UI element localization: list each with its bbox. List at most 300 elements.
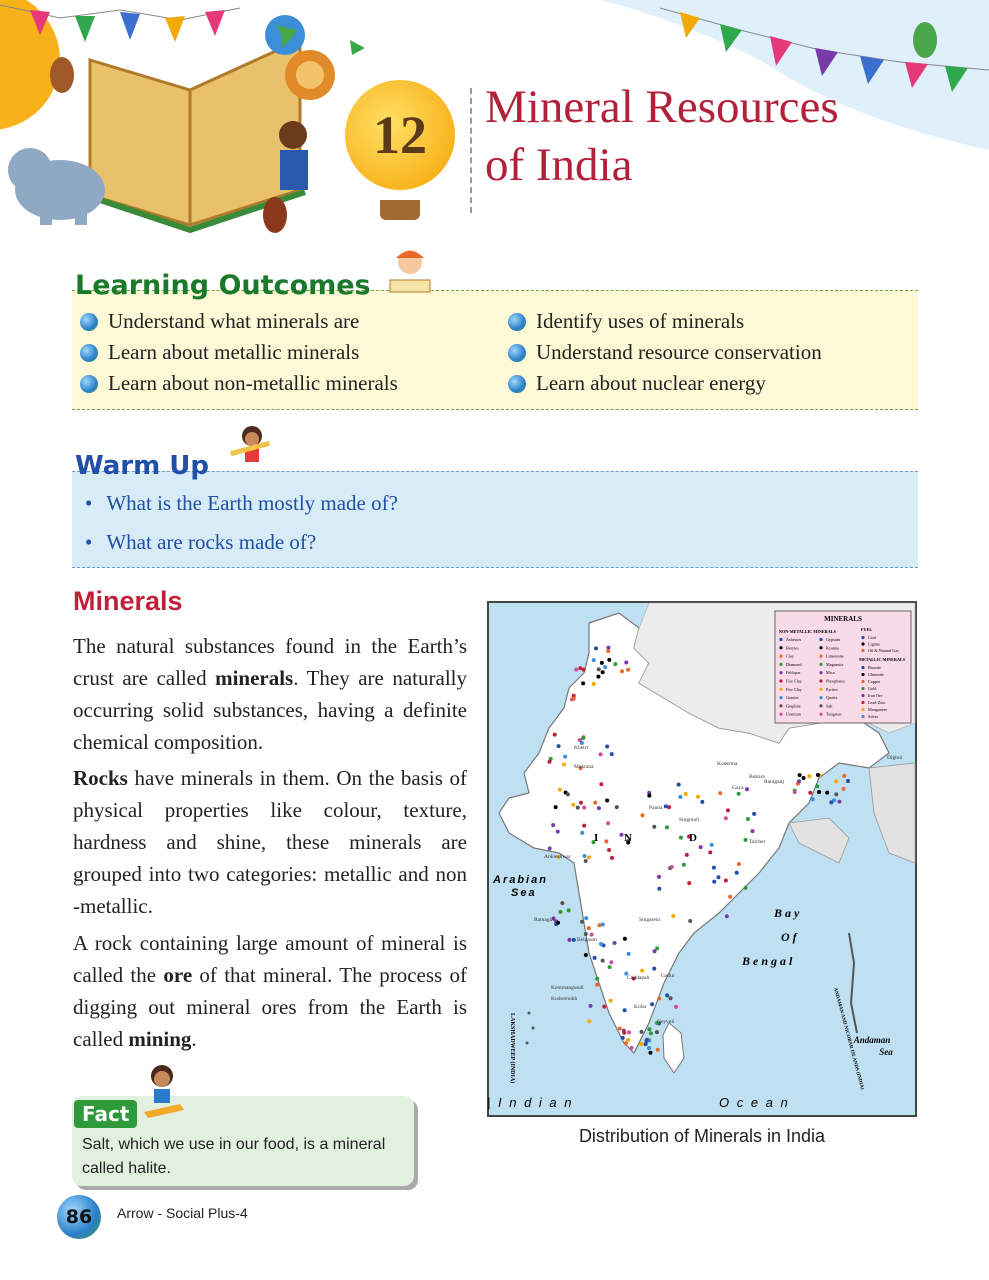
mineral-dot: [798, 773, 802, 777]
chapter-title-line2: of India: [485, 139, 633, 191]
chapter-title: [485, 78, 965, 194]
mineral-dot: [648, 1051, 652, 1055]
mineral-dot: [745, 787, 749, 791]
minerals-paragraph-1: The natural substances found in the Earth’s crust are called minerals. They are naturally occurring solid substances, having a definite chemical composition.: [73, 634, 468, 754]
place-label: Digboi: [887, 755, 903, 761]
mineral-dot: [615, 805, 619, 809]
legend-marker: [861, 673, 864, 676]
legend-marker: [779, 696, 782, 699]
outcome-item: Learn about nuclear energy: [508, 368, 822, 399]
mineral-dot: [560, 901, 564, 905]
globe-bullet-icon: [508, 344, 526, 362]
globe-bullet-icon: [80, 375, 98, 393]
legend-item: Salt: [826, 703, 833, 709]
mineral-dot: [582, 824, 586, 828]
mineral-dot: [609, 960, 613, 964]
legend-item: Gold: [868, 686, 877, 691]
mineral-dot: [593, 801, 597, 805]
mineral-dot: [846, 779, 850, 783]
mineral-dot: [735, 871, 739, 875]
lakshadweep-label: LAKSHADWEEP (INDIA): [509, 1013, 515, 1084]
boy-pencil-icon: [228, 424, 272, 474]
mineral-dot: [664, 804, 668, 808]
mineral-dot: [610, 856, 614, 860]
mineral-dot: [650, 1002, 654, 1006]
mineral-dot: [599, 752, 603, 756]
mineral-dot: [696, 795, 700, 799]
arabian-sea-label-1: Arabian: [493, 874, 548, 886]
mineral-dot: [622, 1031, 626, 1035]
mineral-dot: [574, 668, 578, 672]
mineral-dot: [710, 843, 714, 847]
legend-marker: [819, 671, 822, 674]
map-caption: Distribution of Minerals in India: [578, 1126, 826, 1146]
mineral-dot: [551, 823, 555, 827]
legend-marker: [819, 655, 822, 658]
legend-marker: [861, 701, 864, 704]
outcome-item: Identify uses of minerals: [508, 306, 822, 337]
legend-item: Oil & Natural Gas: [868, 648, 899, 653]
mineral-dot: [644, 1039, 648, 1043]
mineral-dot: [594, 646, 598, 650]
fact-tag: Fact: [74, 1100, 137, 1128]
legend-item: Lead-Zinc: [868, 700, 886, 705]
legend-marker: [779, 663, 782, 666]
legend-item: Uranium: [786, 711, 801, 717]
place-label: Singrauli: [679, 817, 700, 823]
mineral-dot: [597, 806, 601, 810]
mineral-dot: [655, 946, 659, 950]
legend-marker: [779, 646, 782, 649]
mineral-dot: [563, 755, 567, 759]
mineral-dot: [737, 792, 741, 796]
mineral-dot: [670, 865, 674, 869]
mineral-dot: [557, 744, 561, 748]
mineral-dot: [592, 682, 596, 686]
mineral-dot: [640, 813, 644, 817]
legend-item: Pyrites: [826, 686, 838, 692]
mineral-dot: [656, 1048, 660, 1052]
india-letter-n: N: [624, 832, 632, 844]
mineral-dot: [619, 833, 623, 837]
mineral-dot: [627, 1030, 631, 1034]
legend-marker: [861, 694, 864, 697]
legend-item: Copper: [868, 679, 881, 684]
legend-nonmetal-head: NON-METALLIC MINERALS: [779, 629, 836, 634]
legend-marker: [861, 715, 864, 718]
mineral-dot: [601, 670, 605, 674]
legend-item: Coal: [868, 635, 876, 640]
mineral-dot: [667, 805, 671, 809]
place-label: Kolar: [634, 1004, 647, 1010]
footer-book-title: Arrow - Social Plus-4: [117, 1205, 248, 1221]
legend-marker: [819, 663, 822, 666]
mineral-dot: [752, 812, 756, 816]
mineral-dot: [607, 658, 611, 662]
mineral-dot: [576, 806, 580, 810]
mineral-dot: [571, 803, 575, 807]
mineral-dot: [580, 831, 584, 835]
mineral-dot: [724, 816, 728, 820]
legend-metal-head: METALLIC MINERALS: [859, 657, 906, 662]
mineral-dot: [602, 1005, 606, 1009]
mineral-dot: [842, 787, 846, 791]
legend-marker: [779, 688, 782, 691]
legend-marker: [819, 688, 822, 691]
mineral-dot: [649, 1031, 653, 1035]
mineral-dot: [548, 846, 552, 850]
mineral-dot: [842, 774, 846, 778]
mineral-dot: [581, 736, 585, 740]
mineral-dot: [605, 744, 609, 748]
legend-marker: [779, 679, 782, 682]
ocean-label: O c e a n: [719, 1095, 790, 1110]
legend-marker: [779, 655, 782, 658]
legend-marker: [779, 704, 782, 707]
legend-marker: [861, 680, 864, 683]
mineral-dot: [751, 829, 755, 833]
bay-label-3: B e n g a l: [742, 954, 793, 968]
mineral-dot: [834, 779, 838, 783]
mineral-dot: [647, 794, 651, 798]
mineral-dot: [578, 666, 582, 670]
mineral-dot: [584, 859, 588, 863]
place-label: Talcher: [749, 839, 766, 845]
mineral-dot: [567, 938, 571, 942]
indian-label: | I n d i a n: [487, 1095, 574, 1110]
mineral-dot: [743, 838, 747, 842]
mineral-dot: [718, 791, 722, 795]
mineral-dot: [566, 792, 570, 796]
mineral-dot: [582, 806, 586, 810]
legend-item: Limestone: [826, 653, 844, 659]
mineral-dot: [559, 910, 563, 914]
mineral-dot: [724, 878, 728, 882]
legend-item: Fire Clay: [786, 678, 802, 684]
mineral-dot: [725, 914, 729, 918]
mineral-dot: [808, 791, 812, 795]
mineral-dot: [640, 1042, 644, 1046]
legend-marker: [819, 638, 822, 641]
legend-title: MINERALS: [824, 615, 862, 623]
legend-item: Chromite: [868, 672, 884, 677]
india-letter-d: D: [689, 832, 697, 844]
boy-rocket-icon: [140, 1062, 186, 1120]
place-label: Belgaum: [577, 937, 597, 943]
mineral-dot: [610, 752, 614, 756]
legend-item: Magnesite: [826, 661, 844, 667]
mineral-dot: [802, 776, 806, 780]
mineral-dot: [562, 762, 566, 766]
chapter-number: 12: [373, 105, 427, 165]
mineral-dot: [647, 1027, 651, 1031]
mineral-dot: [682, 863, 686, 867]
mineral-dot: [817, 790, 821, 794]
arabian-sea-label-2: Sea: [511, 887, 537, 899]
mineral-dot: [600, 661, 604, 665]
mineral-dot: [593, 956, 597, 960]
legend-item: Fire Clay: [786, 686, 802, 692]
mineral-dot: [587, 1019, 591, 1023]
mineral-dot: [665, 993, 669, 997]
bay-label-2: O f: [781, 930, 797, 944]
mineral-dot: [624, 660, 628, 664]
bay-label-1: B a y: [774, 906, 800, 920]
mineral-dot: [599, 942, 603, 946]
legend-marker: [861, 649, 864, 652]
legend-marker: [861, 642, 864, 645]
mineral-dot: [811, 797, 815, 801]
legend-marker: [779, 638, 782, 641]
legend-marker: [861, 687, 864, 690]
legend-item: Asbestos: [786, 637, 802, 642]
mineral-dot: [572, 697, 576, 701]
india-mineral-map: [487, 601, 917, 1117]
mineral-dot: [606, 649, 610, 653]
place-label: Kemmangundi: [551, 985, 584, 991]
mineral-dot: [665, 825, 669, 829]
outcome-item: Understand resource conservation: [508, 337, 822, 368]
legend-item: Quartz: [826, 695, 838, 701]
mineral-dot: [652, 825, 656, 829]
place-label: Gaya: [732, 785, 744, 791]
learning-outcomes-left: [80, 306, 398, 399]
mineral-dot: [712, 880, 716, 884]
mineral-dot: [597, 667, 601, 671]
mineral-dot: [603, 665, 607, 669]
warm-up-item: • What are rocks made of?: [85, 526, 398, 565]
legend-item: Granite: [786, 695, 799, 701]
mineral-dot: [618, 1026, 622, 1030]
legend-item: Iron Ore: [868, 693, 883, 698]
mineral-dot: [589, 1004, 593, 1008]
legend-item: Mica: [826, 670, 835, 676]
place-label: Koderma: [717, 761, 738, 767]
place-label: Ankleshwar: [544, 854, 571, 860]
mineral-dot: [746, 817, 750, 821]
mineral-dot: [825, 791, 829, 795]
mineral-dot: [744, 886, 748, 890]
legend-marker: [819, 704, 822, 707]
mineral-dot: [657, 996, 661, 1000]
chapter-title-line1: Mineral Resources: [485, 81, 839, 133]
mineral-dot: [554, 805, 558, 809]
mineral-dot: [553, 733, 557, 737]
india-letter-i: I: [594, 832, 599, 844]
mineral-dot: [604, 839, 608, 843]
mineral-dot: [556, 921, 560, 925]
chapter-number-balloon: [345, 80, 455, 190]
mineral-dot: [601, 922, 605, 926]
mineral-dot: [595, 983, 599, 987]
mineral-dot: [700, 800, 704, 804]
mineral-dot: [595, 977, 599, 981]
globe-bullet-icon: [508, 313, 526, 331]
place-label: Neyveli: [657, 1019, 675, 1025]
mineral-dot: [793, 790, 797, 794]
page-number: 86: [57, 1195, 101, 1239]
mineral-dot: [728, 895, 732, 899]
legend-item: Manganese: [868, 707, 888, 712]
learning-outcomes-title: Learning Outcomes: [75, 270, 371, 301]
mineral-dot: [674, 1005, 678, 1009]
place-label: Panna: [649, 805, 663, 811]
mineral-dot: [708, 850, 712, 854]
balloon-basket: [380, 200, 420, 220]
mineral-dot: [687, 881, 691, 885]
legend-item: Gypsum: [826, 637, 841, 642]
globe-bullet-icon: [508, 375, 526, 393]
legend-marker: [779, 671, 782, 674]
andaman-sea-label-2: Sea: [879, 1047, 893, 1057]
warm-up-list: [85, 487, 398, 565]
mineral-dot: [726, 808, 730, 812]
globe-bullet-icon: [80, 344, 98, 362]
mineral-dot: [815, 784, 819, 788]
mineral-dot: [587, 926, 591, 930]
legend-item: Clay: [786, 653, 794, 659]
mineral-dot: [584, 916, 588, 920]
legend-item: Kyanite: [826, 645, 840, 651]
mineral-dot: [572, 938, 576, 942]
mineral-dot: [608, 965, 612, 969]
mineral-dot: [624, 1041, 628, 1045]
legend-marker: [819, 713, 822, 716]
mineral-dot: [606, 646, 610, 650]
legend-marker: [861, 708, 864, 711]
warm-up-title: Warm Up: [75, 451, 209, 481]
place-label: Kudremukh: [551, 996, 578, 1002]
mineral-dot: [583, 854, 587, 858]
mineral-dot: [587, 855, 591, 859]
mineral-dot: [647, 1046, 651, 1050]
mineral-dot: [567, 908, 571, 912]
mineral-dot: [657, 875, 661, 879]
outcome-item: Learn about non-metallic minerals: [80, 368, 398, 399]
legend-marker: [779, 713, 782, 716]
mineral-dot: [621, 1036, 625, 1040]
mineral-dot: [581, 681, 585, 685]
mineral-dot: [639, 1030, 643, 1034]
mineral-dot: [599, 782, 603, 786]
mineral-dot: [688, 919, 692, 923]
mineral-dot: [685, 853, 689, 857]
outcome-item: Learn about metallic minerals: [80, 337, 398, 368]
mineral-dot: [607, 848, 611, 852]
place-label: Ratnagiri: [534, 917, 555, 923]
mineral-dot: [620, 669, 624, 673]
legend-marker: [819, 646, 822, 649]
legend-item: Diamond: [786, 661, 802, 667]
place-label: Makrana: [574, 764, 594, 770]
mineral-dot: [679, 836, 683, 840]
place-label: Bokaro: [749, 774, 766, 780]
mineral-dot: [657, 887, 661, 891]
mineral-dot: [556, 830, 560, 834]
mineral-dot: [579, 801, 583, 805]
mineral-dot: [609, 999, 613, 1003]
place-label: Raniganj: [764, 779, 784, 785]
globe-bullet-icon: [80, 313, 98, 331]
mineral-dot: [677, 783, 681, 787]
legend-item: Bauxite: [868, 665, 882, 670]
title-divider: [470, 88, 472, 213]
mineral-dot: [829, 800, 833, 804]
mineral-dot: [580, 920, 584, 924]
place-label: Singareni: [639, 917, 661, 923]
legend-item: Phosphates: [826, 678, 845, 684]
mineral-dot: [797, 779, 801, 783]
minerals-paragraph-3: A rock containing large amount of mineral is called the ore of that mineral. The process of digging out mineral ores from the Earth is called mining.: [73, 931, 467, 1051]
mineral-dot: [627, 952, 631, 956]
minerals-paragraph-2: Rocks have minerals in them. On the basis of physical properties like colour, texture, hardness and shine, these minerals are grouped into two categories: metallic and non -metallic.: [73, 766, 467, 918]
andaman-sea-label-1: Andaman: [853, 1035, 891, 1045]
mineral-dot: [737, 862, 741, 866]
mineral-dot: [547, 760, 551, 764]
mineral-dot: [592, 658, 596, 662]
mineral-dot: [584, 953, 588, 957]
legend-item: Tungsten: [826, 711, 842, 717]
mineral-dot: [669, 996, 673, 1000]
mineral-dot: [605, 798, 609, 802]
mineral-dot: [606, 821, 610, 825]
legend-item: Lignite: [868, 641, 881, 647]
mineral-dot: [837, 800, 841, 804]
andaman-islands-label: ANDAMAN AND NICOBAR ISLANDS (INDIA): [832, 987, 865, 1091]
mineral-dot: [671, 914, 675, 918]
mineral-dot: [626, 668, 630, 672]
warm-up-item: • What is the Earth mostly made of?: [85, 487, 398, 526]
mineral-dot: [640, 969, 644, 973]
minerals-heading: Minerals: [73, 586, 183, 616]
legend-marker: [819, 679, 822, 682]
mineral-dot: [597, 923, 601, 927]
mineral-dot: [678, 795, 682, 799]
mineral-dot: [630, 1046, 634, 1050]
mineral-dot: [712, 866, 716, 870]
mineral-dot: [716, 875, 720, 879]
mineral-dot: [816, 773, 820, 777]
mineral-dot: [613, 662, 617, 666]
legend-item: Feldspar: [786, 670, 801, 676]
mineral-dot: [596, 675, 600, 679]
mineral-dot: [652, 967, 656, 971]
place-label: Khetri: [574, 745, 589, 751]
legend-item: Barytes: [786, 645, 799, 651]
legend-fuel-head: FUEL: [861, 627, 873, 632]
mineral-dot: [601, 959, 605, 963]
mineral-dot: [558, 788, 562, 792]
map-svg: [489, 603, 915, 1115]
place-label: Cuddapah: [627, 975, 650, 981]
mineral-dot: [699, 845, 703, 849]
fact-text: Salt, which we use in our food, is a mineral called halite.: [82, 1136, 386, 1177]
outcome-item: Understand what minerals are: [80, 306, 398, 337]
mineral-dot: [834, 792, 838, 796]
legend-item: Silver: [868, 714, 879, 719]
mineral-dot: [684, 792, 688, 796]
learning-outcomes-right: [508, 306, 822, 399]
mineral-dot: [623, 1008, 627, 1012]
reading-girl-icon: [380, 246, 440, 298]
place-label: Gadur: [661, 973, 675, 979]
mineral-dot: [655, 1030, 659, 1034]
mineral-dot: [613, 941, 617, 945]
legend-marker: [861, 636, 864, 639]
legend-marker: [819, 696, 822, 699]
mineral-dot: [584, 932, 588, 936]
mineral-dot: [807, 774, 811, 778]
